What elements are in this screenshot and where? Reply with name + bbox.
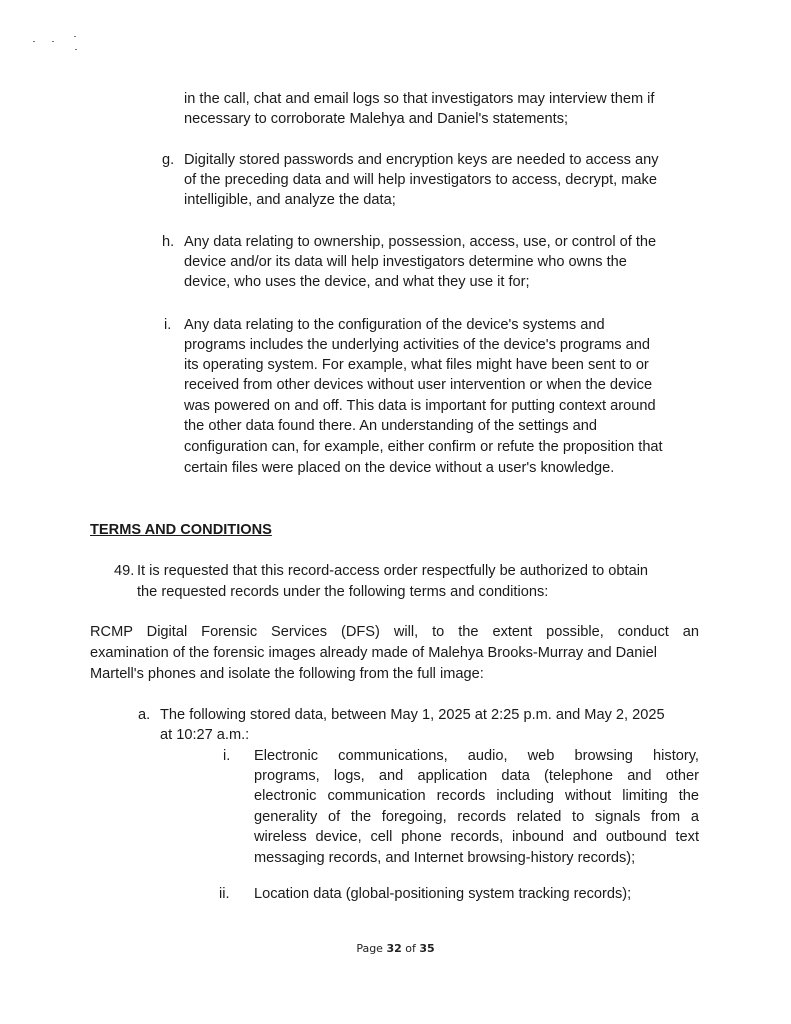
scan-speck bbox=[33, 41, 35, 42]
item-i-line: received from other devices without user intervention or when the device bbox=[184, 377, 653, 393]
paragraph-49-line: It is requested that this record-access order respectfully be authorized to obtain bbox=[137, 563, 649, 579]
paragraph-number: 49. bbox=[114, 563, 135, 579]
continuation-line: in the call, chat and email logs so that investigators may interview them if bbox=[184, 91, 655, 107]
sub-item-i-line: generality of the foregoing, records related to signals from a bbox=[254, 809, 699, 825]
item-a-line: at 10:27 a.m.: bbox=[160, 727, 250, 743]
total-pages: 35 bbox=[419, 942, 435, 955]
item-a-line: The following stored data, between May 1, 2025 at 2:25 p.m. and May 2, 2025 bbox=[160, 707, 665, 723]
item-i-line: certain files were placed on the device without a user's knowledge. bbox=[184, 460, 615, 476]
list-marker-i: i. bbox=[164, 317, 172, 333]
paragraph-49-line: the requested records under the following terms and conditions: bbox=[137, 584, 549, 600]
item-i-line: Any data relating to the configuration of the device's systems and bbox=[184, 317, 605, 333]
scan-speck bbox=[52, 41, 54, 42]
item-i-line: configuration can, for example, either confirm or refute the proposition that bbox=[184, 439, 663, 455]
item-g-line: intelligible, and analyze the data; bbox=[184, 192, 396, 208]
sub-list-marker-i: i. bbox=[223, 748, 231, 764]
sub-item-i-line: Electronic communications, audio, web browsing history, bbox=[254, 748, 699, 764]
item-h-line: Any data relating to ownership, possession, access, use, or control of the bbox=[184, 234, 657, 250]
dfs-paragraph-line: examination of the forensic images already made of Malehya Brooks-Murray and Daniel bbox=[90, 645, 658, 661]
sub-item-i-line: messaging records, and Internet browsing-history records); bbox=[254, 850, 636, 866]
item-i-line: programs includes the underlying activities of the device's programs and bbox=[184, 337, 650, 353]
scan-speck bbox=[75, 49, 77, 50]
sub-item-ii-line: Location data (global-positioning system tracking records); bbox=[254, 886, 632, 902]
list-marker-g: g. bbox=[162, 152, 175, 168]
sub-item-i-line: electronic communication records including without limiting the bbox=[254, 788, 699, 804]
sub-list-marker-ii: ii. bbox=[219, 886, 230, 902]
item-h-line: device, who uses the device, and what they use it for; bbox=[184, 274, 530, 290]
sub-item-i-line: programs, logs, and application data (telephone and other bbox=[254, 768, 699, 784]
list-marker-h: h. bbox=[162, 234, 175, 250]
scan-speck bbox=[74, 36, 76, 37]
continuation-line: necessary to corroborate Malehya and Daniel's statements; bbox=[184, 111, 569, 127]
page-footer bbox=[0, 942, 791, 955]
item-i-line: was powered on and off. This data is important for putting context around bbox=[184, 398, 656, 414]
page-number: 32 bbox=[386, 942, 402, 955]
section-heading: TERMS AND CONDITIONS bbox=[90, 522, 272, 538]
sub-item-i-line: wireless device, cell phone records, inbound and outbound text bbox=[254, 829, 699, 845]
dfs-paragraph-line: RCMP Digital Forensic Services (DFS) will, to the extent possible, conduct an bbox=[90, 624, 699, 640]
of-word: of bbox=[405, 942, 416, 955]
item-g-line: Digitally stored passwords and encryption keys are needed to access any bbox=[184, 152, 659, 168]
list-marker-a: a. bbox=[138, 707, 151, 723]
page-word: Page bbox=[356, 942, 383, 955]
item-g-line: of the preceding data and will help investigators to access, decrypt, make bbox=[184, 172, 657, 188]
item-i-line: the other data found there. An understanding of the settings and bbox=[184, 418, 597, 434]
dfs-paragraph-line: Martell's phones and isolate the following from the full image: bbox=[90, 666, 484, 682]
item-i-line: its operating system. For example, what files might have been sent to or bbox=[184, 357, 649, 373]
item-h-line: device and/or its data will help investigators determine who owns the bbox=[184, 254, 627, 270]
